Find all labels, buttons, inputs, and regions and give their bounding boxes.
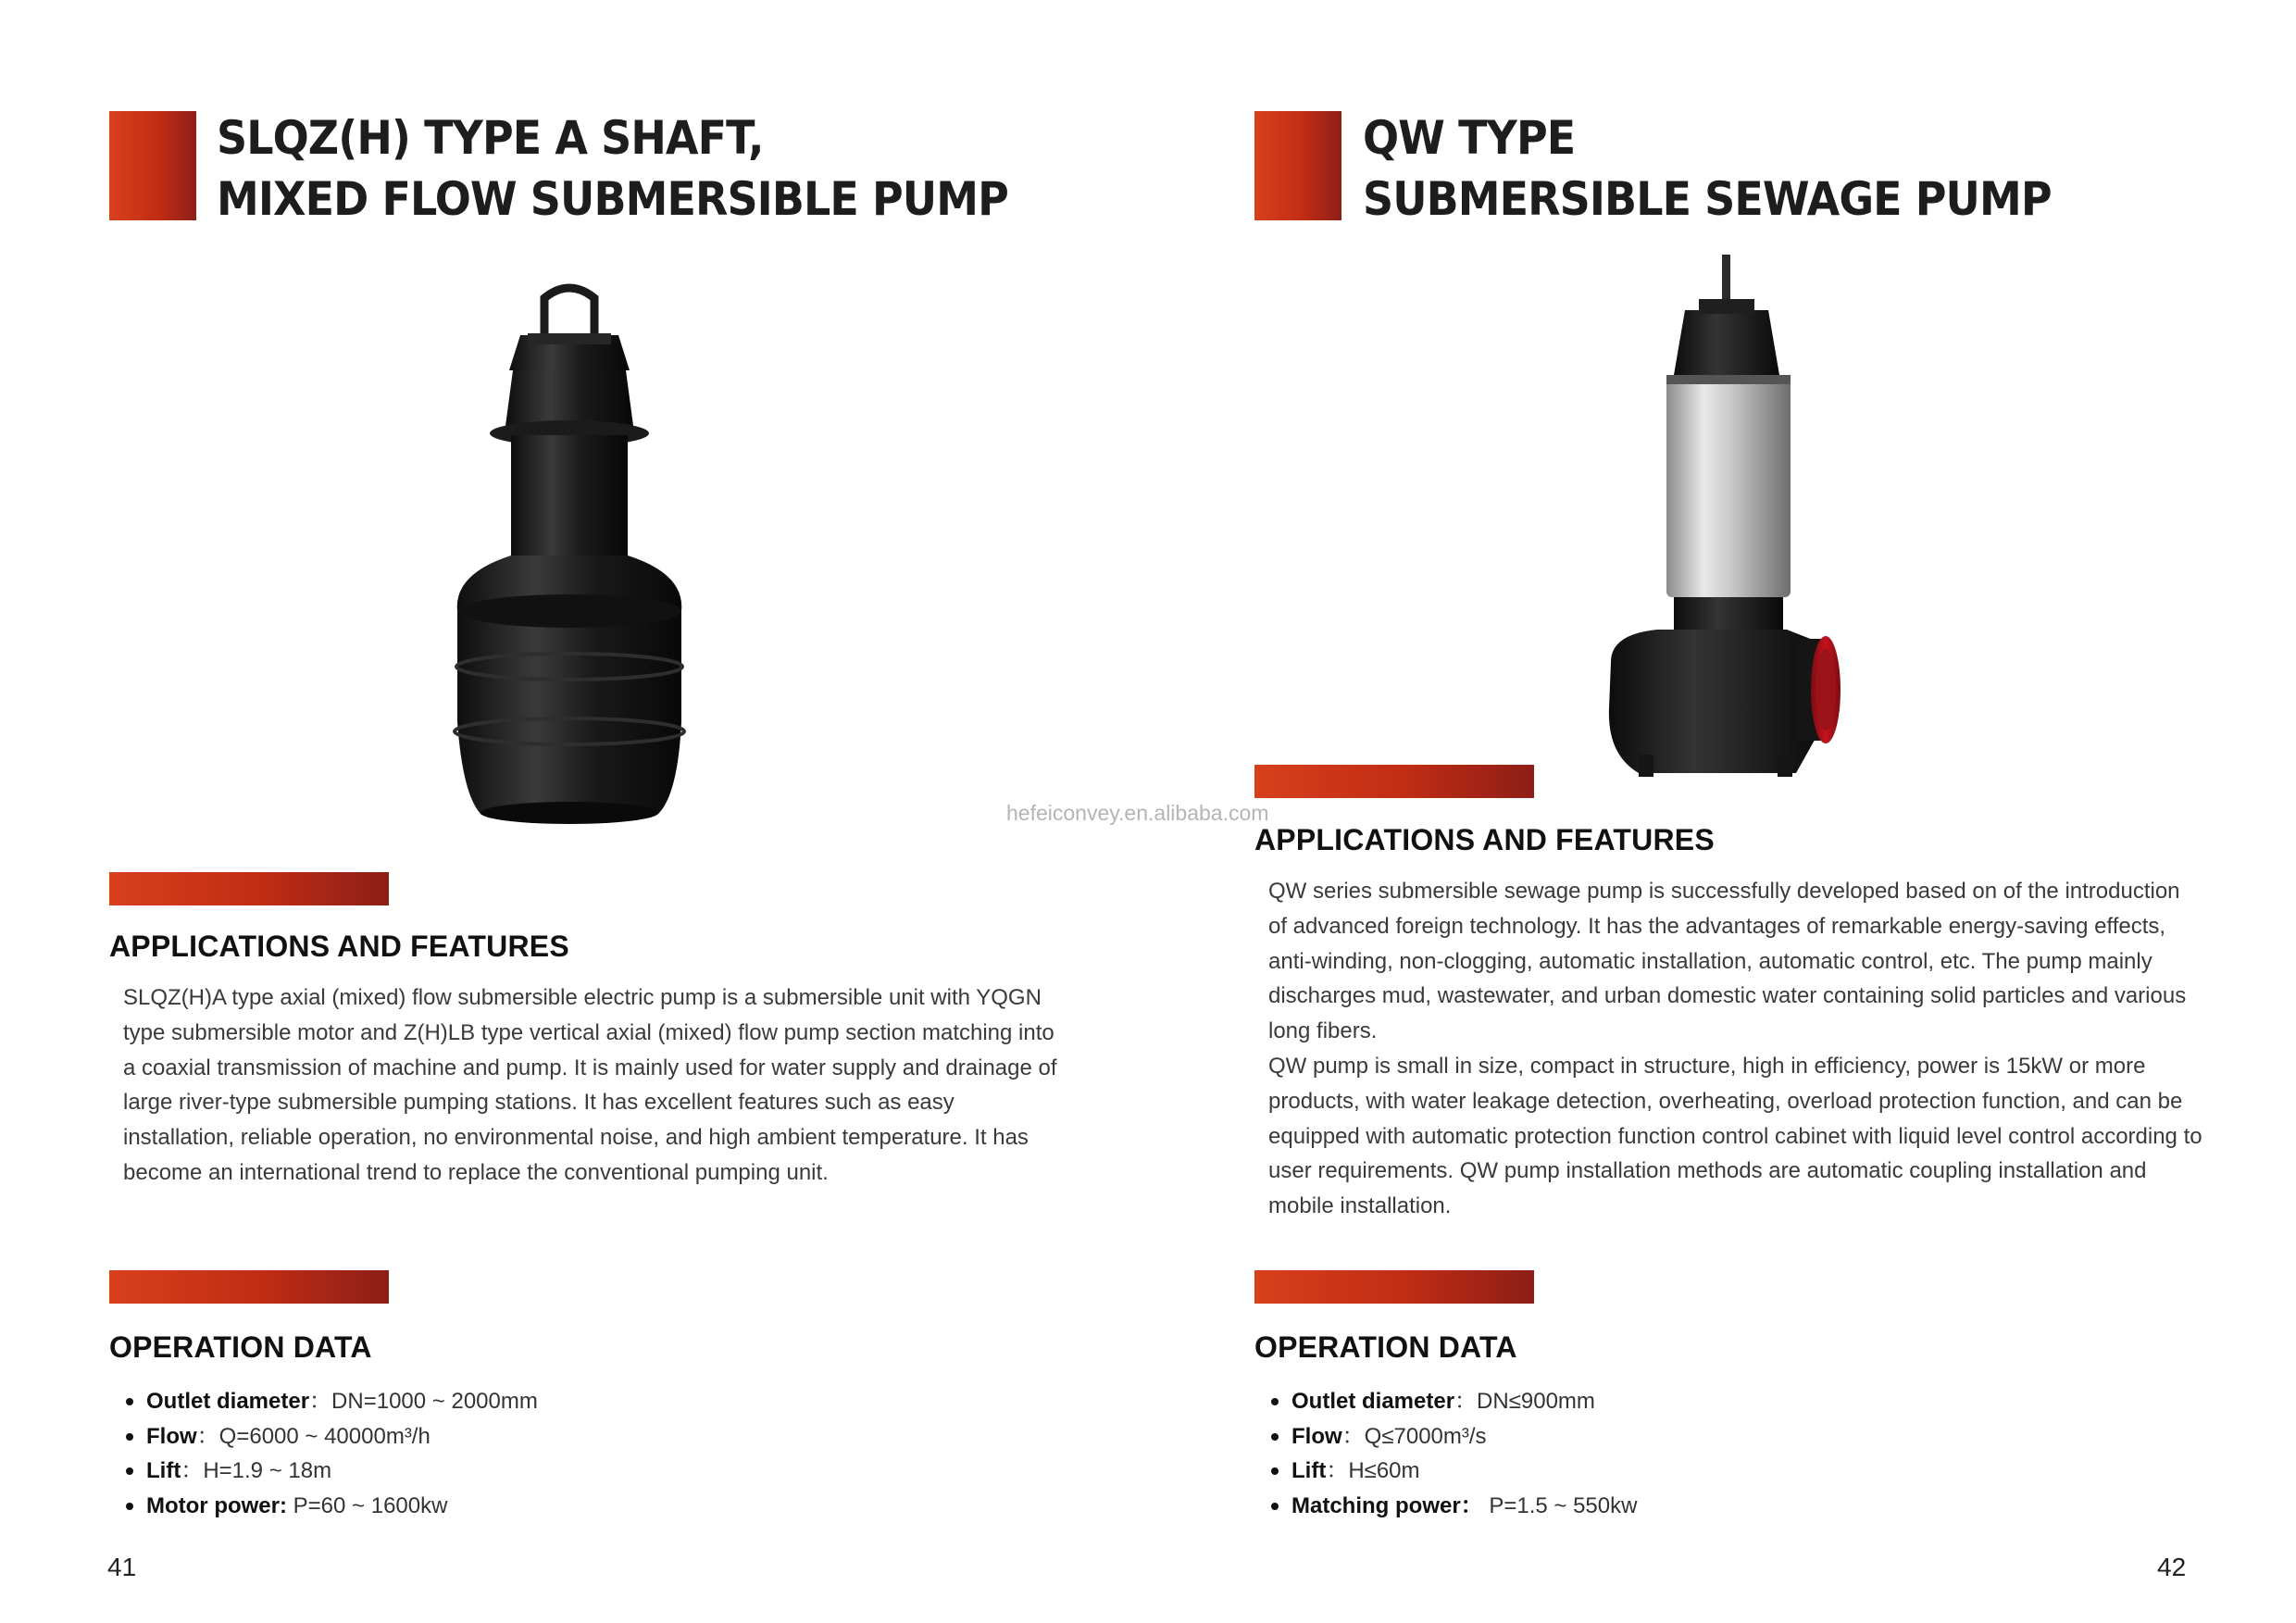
right-title-line-2: SUBMERSIBLE SEWAGE PUMP bbox=[1363, 172, 2052, 226]
watermark: hefeiconvey.en.alibaba.com bbox=[1006, 801, 1269, 825]
op-label: Outlet diameter bbox=[146, 1389, 310, 1414]
op-value: H=1.9 ~ 18m bbox=[203, 1458, 332, 1483]
op-value: P=60 ~ 1600kw bbox=[293, 1492, 448, 1518]
axial-flow-pump-image bbox=[435, 278, 704, 833]
left-operation-heading: OPERATION DATA bbox=[109, 1330, 372, 1364]
right-page-title bbox=[1363, 107, 2052, 230]
op-value: H≤60m bbox=[1348, 1458, 1420, 1483]
left-operation-list bbox=[126, 1384, 538, 1523]
left-applications-paragraph: SLQZ(H)A type axial (mixed) flow submersible electric pump is a submersible unit with YQGN type submersible motor and Z(H)LB type vertical axial (mixed) flow pump section matching into a coaxial transmission of machine and pump. It is mainly used for water supply and drainage of large river-type submersible pumping stations. It has excellent features such as easy installation, reliable operation, no environmental noise, and high ambient temperature. It has become an international trend to replace the conventional pumping unit. bbox=[123, 985, 1057, 1185]
op-value: P=1.5 ~ 550kw bbox=[1489, 1492, 1638, 1518]
op-label: Matching power： bbox=[1292, 1492, 1483, 1518]
right-op-outlet-diameter bbox=[1271, 1384, 1637, 1419]
right-operation-heading: OPERATION DATA bbox=[1254, 1330, 1517, 1364]
right-op-lift bbox=[1271, 1454, 1637, 1489]
left-operation-bar bbox=[109, 1270, 389, 1304]
op-value: Q≤7000m³/s bbox=[1364, 1423, 1487, 1449]
left-page-title bbox=[217, 107, 1008, 230]
right-applications-bar bbox=[1254, 765, 1534, 798]
left-applications-heading: APPLICATIONS AND FEATURES bbox=[109, 930, 569, 963]
op-separator: ： bbox=[181, 1458, 204, 1483]
left-page-number: 41 bbox=[107, 1553, 137, 1581]
op-value: DN≤900mm bbox=[1477, 1389, 1595, 1414]
left-applications-bar bbox=[109, 872, 389, 905]
right-applications-text bbox=[1268, 874, 2203, 1224]
right-operation-bar bbox=[1254, 1270, 1534, 1304]
op-label: Motor power: bbox=[146, 1492, 287, 1518]
op-label: Lift bbox=[1292, 1458, 1327, 1483]
right-op-flow bbox=[1271, 1419, 1637, 1454]
left-op-lift bbox=[126, 1454, 538, 1489]
sewage-pump-image bbox=[1574, 255, 1861, 782]
op-separator bbox=[287, 1493, 293, 1518]
right-title-line-1: QW TYPE bbox=[1363, 111, 1576, 165]
right-op-matching-power bbox=[1271, 1489, 1637, 1524]
op-separator: ： bbox=[1454, 1389, 1478, 1414]
op-label: Outlet diameter bbox=[1292, 1389, 1455, 1414]
right-applications-paragraph-2: QW pump is small in size, compact in structure, high in efficiency, power is 15kW or more products, with water leakage detection, overheating, overload protection function, and can be equipped with automatic protection function control cabinet with liquid level control according to user requirements. QW pump installation methods are automatic coupling installation and mobile installation. bbox=[1268, 1053, 2202, 1219]
left-title-line-1: SLQZ(H) TYPE A SHAFT, bbox=[217, 111, 764, 165]
op-separator: ： bbox=[1341, 1423, 1365, 1449]
right-applications-paragraph-1: QW series submersible sewage pump is successfully developed based on of the introduction of advanced foreign technology. It has the advantages of remarkable energy-saving effects, anti-winding, non-clogging, automatic installation, automatic control, etc. The pump mainly discharges mud, wastewater, and urban domestic water containing solid particles and various long fibers. bbox=[1268, 879, 2187, 1044]
right-page-number: 42 bbox=[2157, 1553, 2187, 1581]
left-op-motor-power bbox=[126, 1489, 538, 1524]
op-label: Flow bbox=[1292, 1423, 1342, 1449]
op-value: DN=1000 ~ 2000mm bbox=[331, 1389, 538, 1414]
op-separator: ： bbox=[309, 1389, 332, 1414]
op-value: Q=6000 ~ 40000m³/h bbox=[218, 1423, 430, 1449]
left-title-accent-block bbox=[109, 111, 196, 220]
right-applications-heading: APPLICATIONS AND FEATURES bbox=[1254, 823, 1715, 856]
left-title-line-2: MIXED FLOW SUBMERSIBLE PUMP bbox=[217, 172, 1008, 226]
left-op-flow bbox=[126, 1419, 538, 1454]
op-separator: ： bbox=[196, 1423, 219, 1449]
left-op-outlet-diameter bbox=[126, 1384, 538, 1419]
op-label: Lift bbox=[146, 1458, 181, 1483]
right-operation-list bbox=[1271, 1384, 1637, 1523]
right-title-accent-block bbox=[1254, 111, 1341, 220]
left-applications-text bbox=[123, 980, 1058, 1191]
op-separator: ： bbox=[1326, 1458, 1349, 1483]
op-label: Flow bbox=[146, 1423, 197, 1449]
